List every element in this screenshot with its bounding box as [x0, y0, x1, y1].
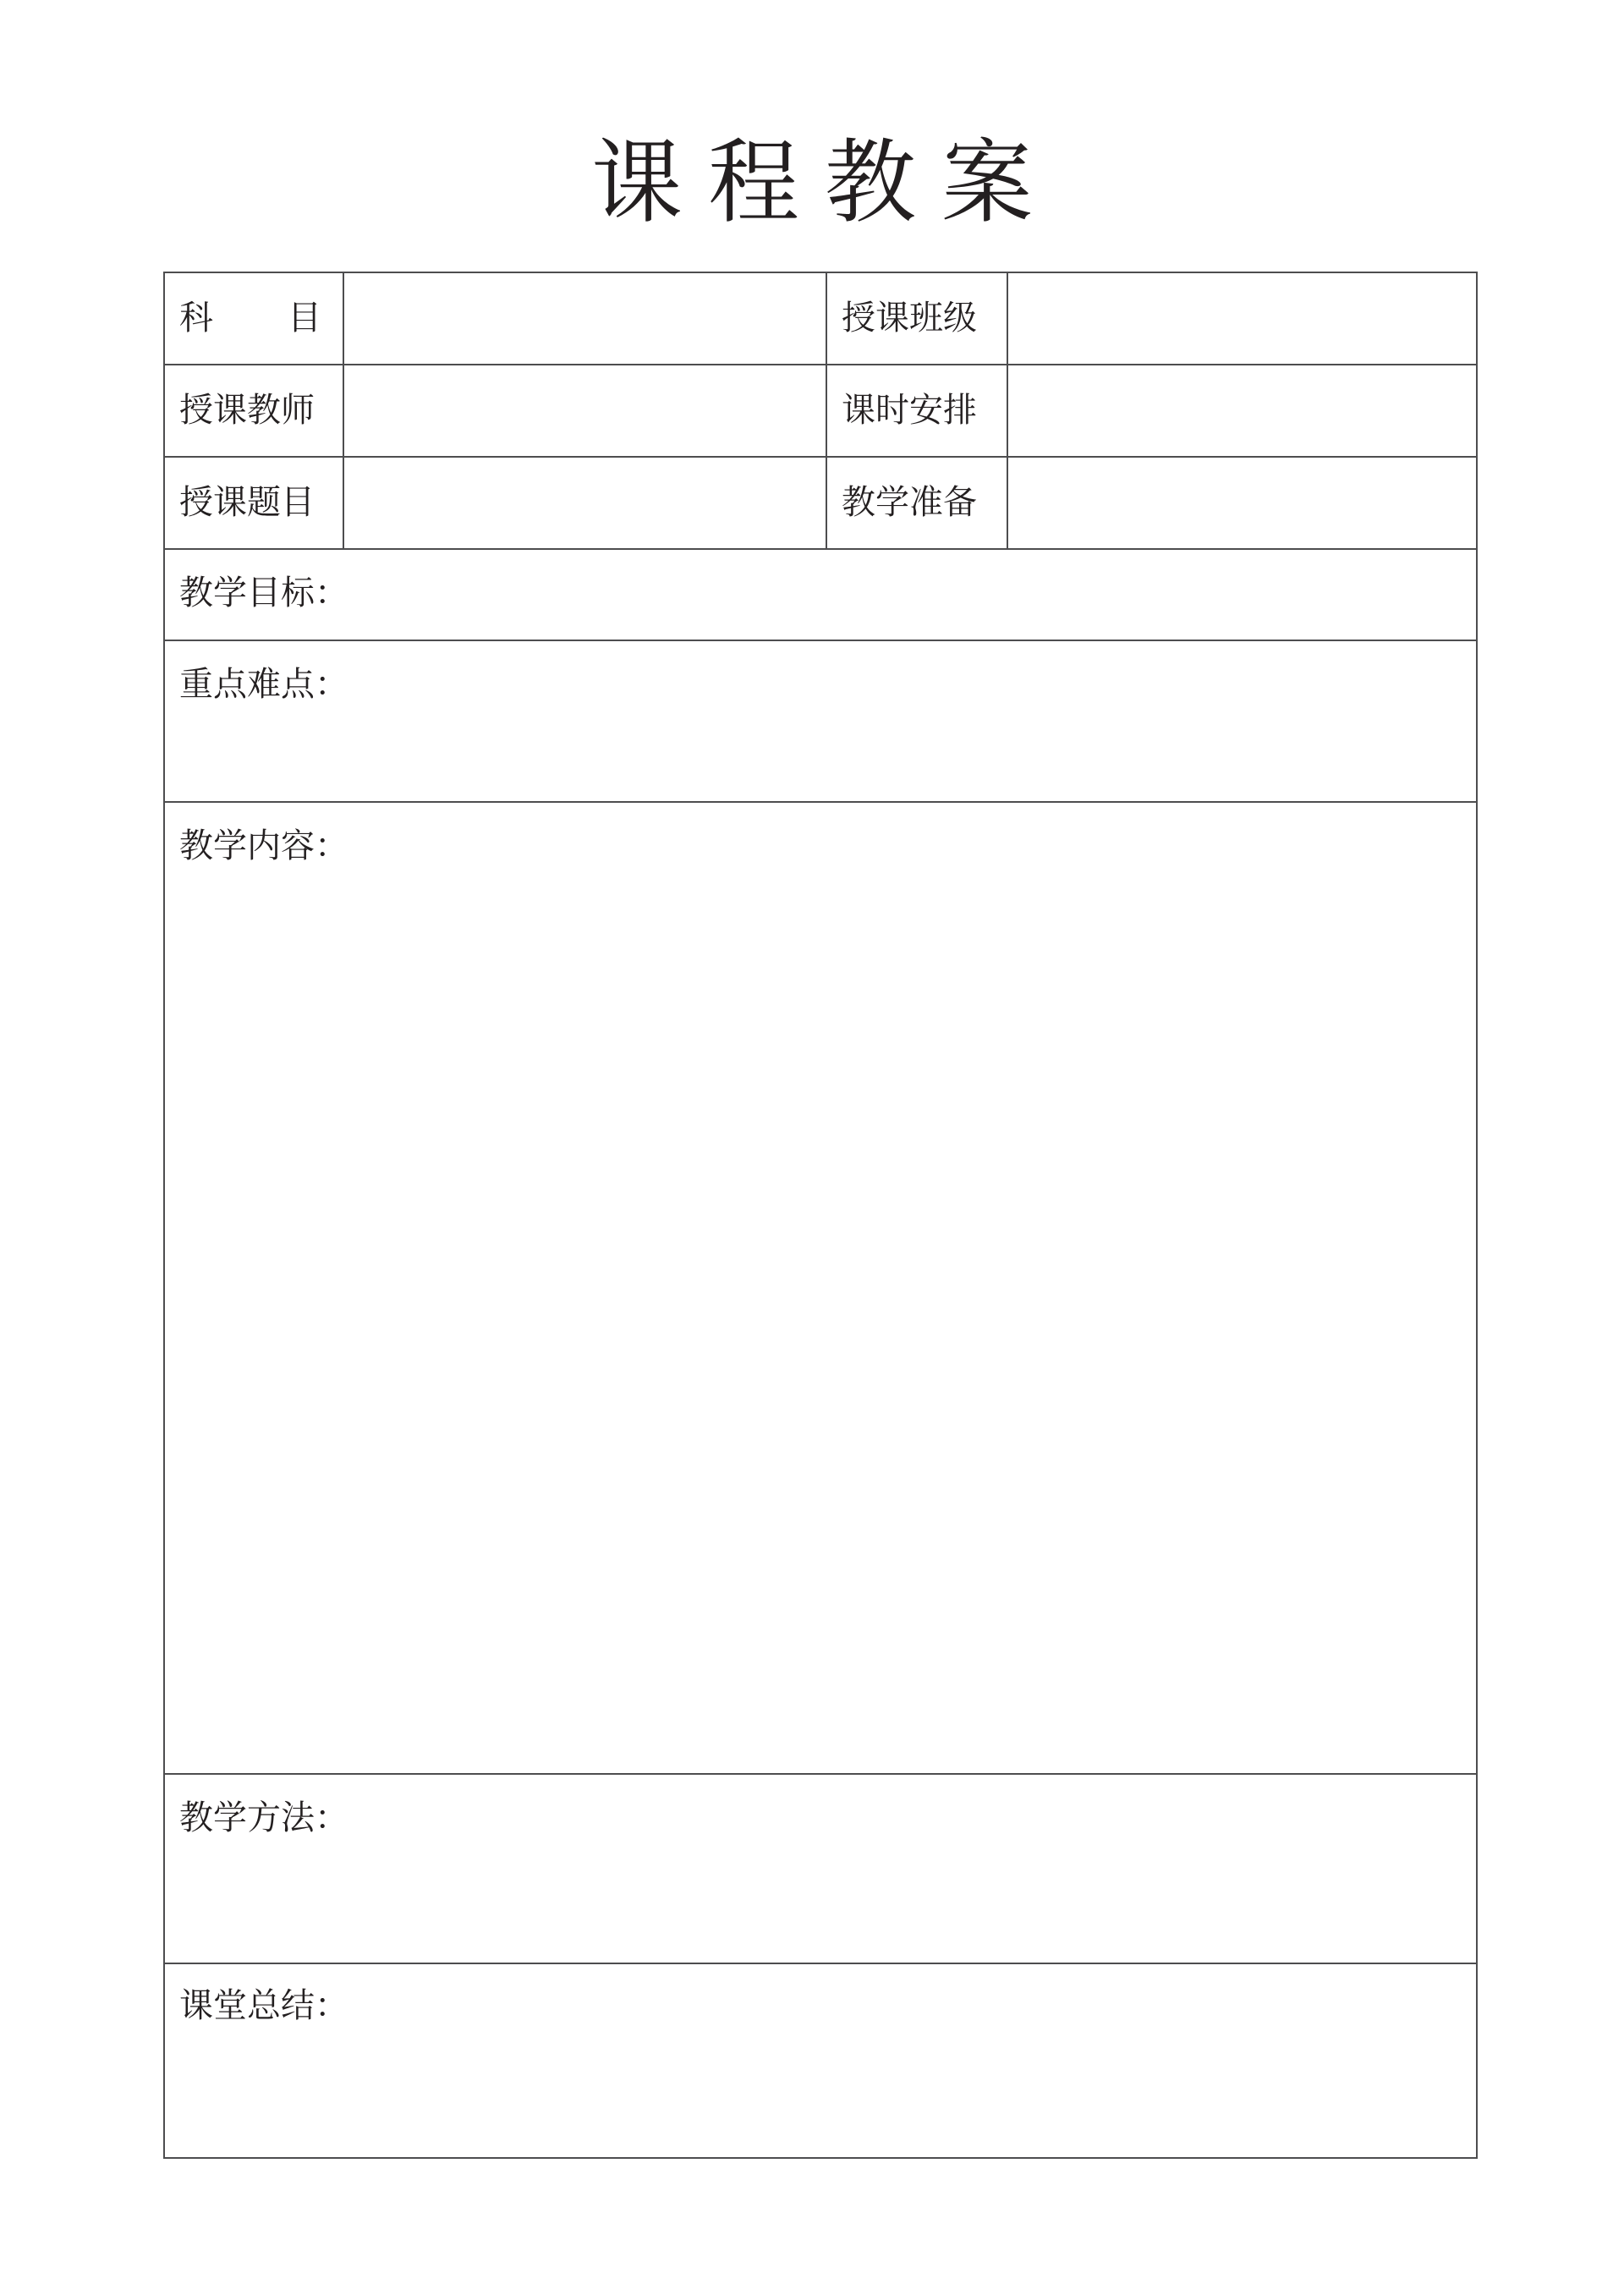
key-points-label: 重点难点： [179, 665, 348, 704]
content-label: 教学内容： [179, 826, 348, 865]
column-divider [826, 273, 827, 548]
class-label: 授课班级 [842, 299, 977, 338]
key-points-area[interactable] [165, 641, 1476, 801]
subject-value-field[interactable] [344, 273, 826, 364]
summary-area[interactable] [165, 1964, 1476, 2157]
subject-label: 科 目 [179, 299, 321, 338]
schedule-value-field[interactable] [1008, 365, 1476, 456]
topic-value-field[interactable] [344, 458, 826, 548]
schedule-label: 课时安排 [842, 391, 977, 430]
teacher-label: 授课教师 [179, 391, 315, 430]
lesson-plan-form [163, 272, 1478, 2159]
teacher-value-field[interactable] [344, 365, 826, 456]
preparation-value-field[interactable] [1008, 458, 1476, 548]
topic-label: 授课题目 [179, 483, 315, 522]
summary-label: 课堂总结： [179, 1986, 348, 2025]
class-value-field[interactable] [1008, 273, 1476, 364]
page-title: 课程教案 [590, 130, 1058, 236]
content-area[interactable] [165, 803, 1476, 1773]
objectives-area[interactable] [165, 550, 1476, 640]
methods-area[interactable] [165, 1775, 1476, 1963]
methods-label: 教学方法： [179, 1798, 348, 1837]
preparation-label: 教学准备 [842, 483, 977, 522]
objectives-label: 教学目标： [179, 574, 348, 612]
